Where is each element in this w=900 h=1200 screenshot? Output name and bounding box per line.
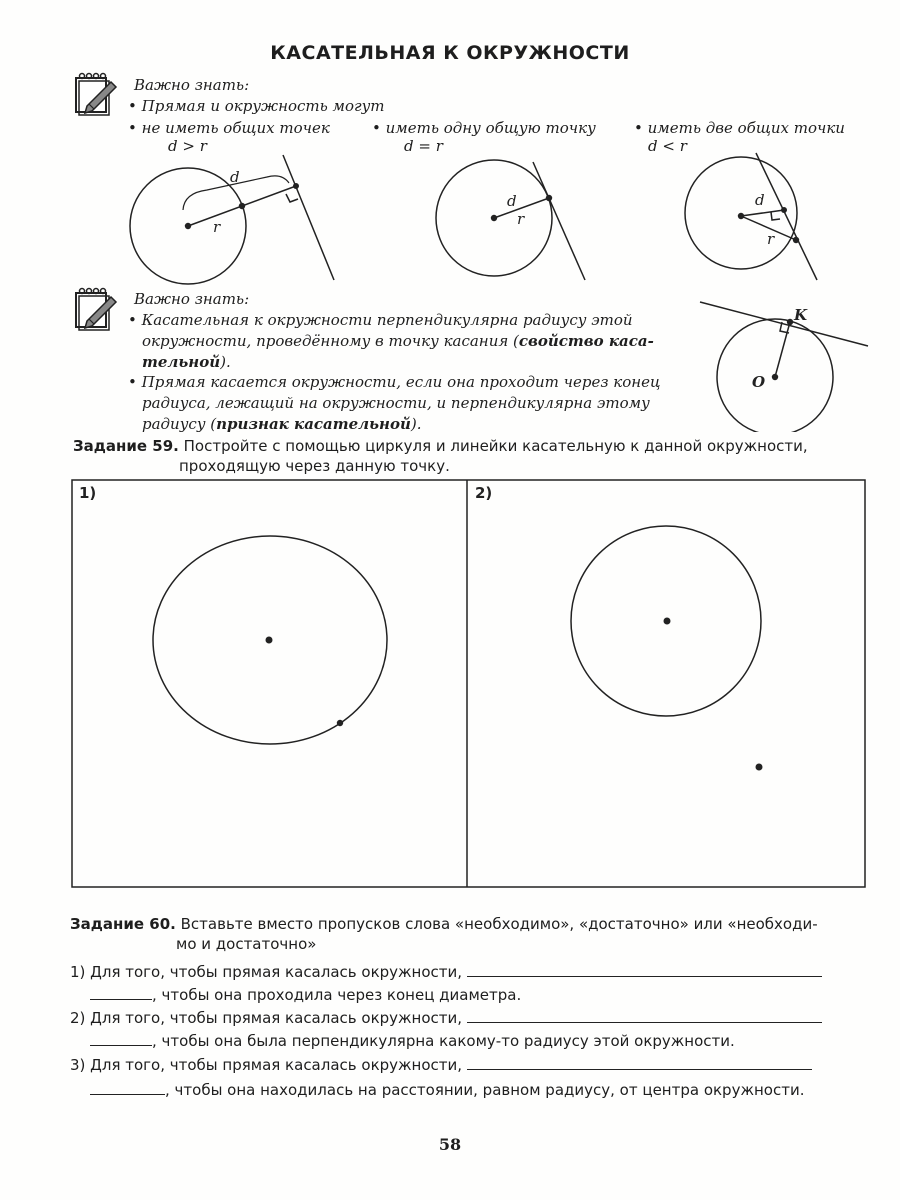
note2-heading: Важно знать: bbox=[134, 290, 250, 308]
label-r-1: r bbox=[213, 218, 221, 236]
task60-item-1: 1) Для того, чтобы прямая касалась окружности, bbox=[70, 962, 870, 981]
blank-field[interactable] bbox=[90, 985, 152, 1000]
notebook-pencil-icon bbox=[73, 285, 119, 331]
case3-text: • иметь две общих точки bbox=[634, 119, 845, 137]
note1-intro: • Прямая и окружность могут bbox=[128, 97, 385, 115]
task60-item-3: 3) Для того, чтобы прямая касалась окружности, bbox=[70, 1055, 870, 1074]
panel2-label: 2) bbox=[475, 484, 493, 502]
task60-item-2-cont: , чтобы она была перпендикулярна какому-то радиусу этой окружности. bbox=[90, 1031, 870, 1050]
panel1-center bbox=[266, 637, 273, 644]
blank-field[interactable] bbox=[467, 1008, 822, 1023]
panel1-label: 1) bbox=[79, 484, 97, 502]
task59-construction-panels bbox=[70, 478, 868, 890]
task59-heading: Задание 59. Постройте с помощью циркуля и линейки касательную к данной окружности, проходящую через данную точку. bbox=[73, 437, 808, 475]
case2-cond: d = r bbox=[404, 137, 443, 155]
panel2-given-point bbox=[756, 764, 763, 771]
line-case-2 bbox=[533, 162, 585, 280]
case1-text: • не иметь общих точек bbox=[128, 119, 330, 137]
task60-heading: Задание 60. Вставьте вместо пропусков слова «необходимо», «достаточно» или «необходи- мо и достаточно» bbox=[70, 915, 818, 953]
line-circle-cases-diagram bbox=[0, 150, 900, 290]
blank-field[interactable] bbox=[90, 1080, 165, 1095]
page-title: КАСАТЕЛЬНАЯ К ОКРУЖНОСТИ bbox=[270, 42, 630, 64]
notebook-pencil-icon bbox=[73, 70, 119, 116]
label-point-o: O bbox=[752, 373, 766, 391]
label-point-k: K bbox=[794, 306, 808, 324]
note1-heading: Важно знать: bbox=[134, 76, 250, 94]
case1-cond: d > r bbox=[168, 137, 207, 155]
label-d-1: d bbox=[230, 168, 240, 186]
line-case-1 bbox=[283, 155, 334, 280]
page-number: 58 bbox=[438, 1135, 462, 1154]
blank-field[interactable] bbox=[90, 1031, 152, 1046]
panel1-given-point bbox=[337, 720, 343, 726]
label-r-2: r bbox=[517, 210, 525, 228]
task60-item-1-cont: , чтобы она проходила через конец диаметра. bbox=[90, 985, 870, 1004]
blank-field[interactable] bbox=[467, 1055, 812, 1070]
note2-rule2: • Прямая касается окружности, если она проходит через конец радиуса, лежащий на окружности, и перпендикулярна этому радиусу (признак касательной). bbox=[128, 373, 661, 433]
line-case-3 bbox=[756, 153, 817, 280]
case3-cond: d < r bbox=[648, 137, 687, 155]
case2-text: • иметь одну общую точку bbox=[372, 119, 596, 137]
task60-item-2: 2) Для того, чтобы прямая касалась окружности, bbox=[70, 1008, 870, 1027]
task60-item-3-cont: , чтобы она находилась на расстоянии, равном радиусу, от центра окружности. bbox=[90, 1080, 870, 1099]
tangent-property-diagram bbox=[690, 292, 880, 432]
label-d-3: d bbox=[755, 191, 765, 209]
label-r-3: r bbox=[767, 230, 775, 248]
label-d-2: d bbox=[507, 192, 517, 210]
panels-frame bbox=[72, 480, 865, 887]
blank-field[interactable] bbox=[467, 962, 822, 977]
panel2-center bbox=[664, 618, 671, 625]
note2-rule1: • Касательная к окружности перпендикулярна радиусу этой окружности, проведённому в точку касания (свойство каса- тельной). bbox=[128, 311, 654, 371]
